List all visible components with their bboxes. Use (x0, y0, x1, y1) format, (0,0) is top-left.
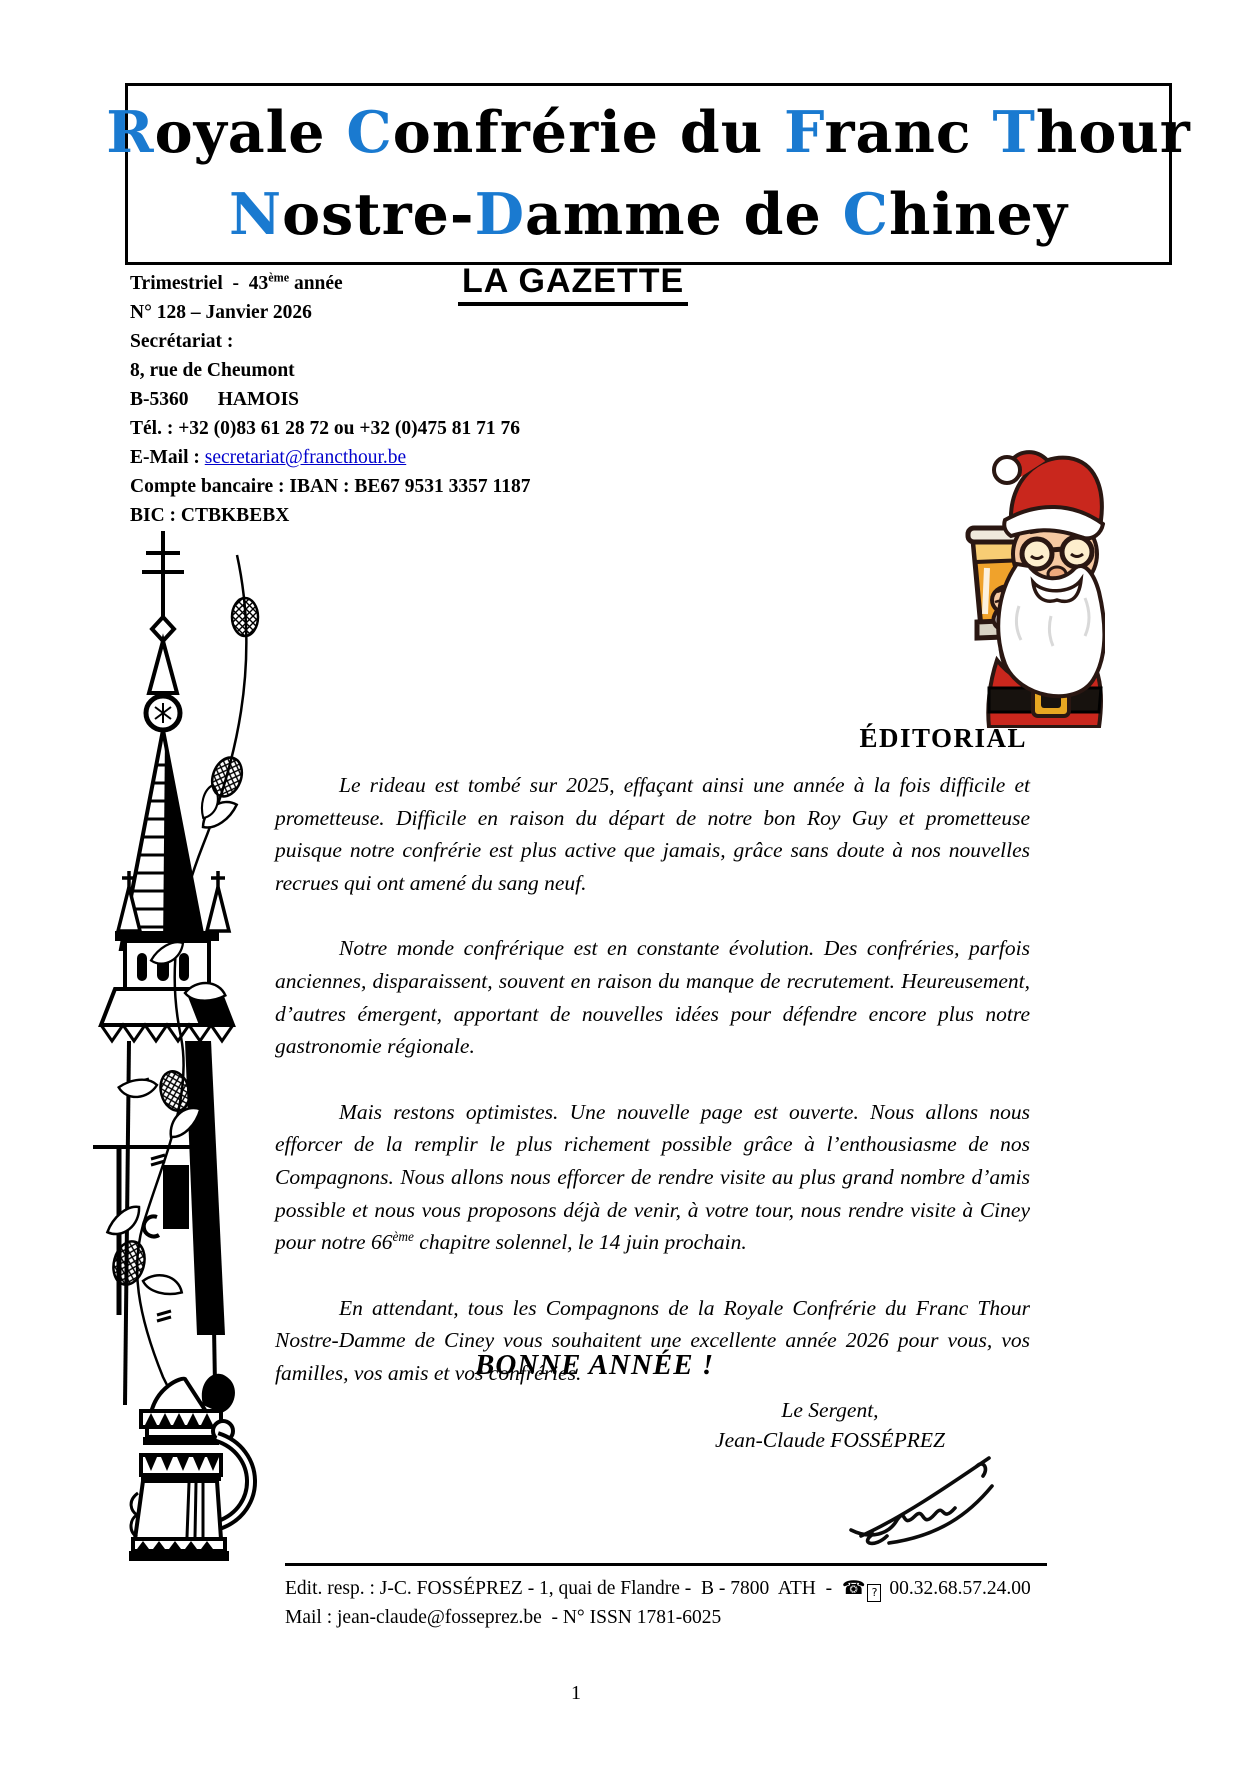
footer-line-1 (285, 1574, 1065, 1603)
secretariat-email-link[interactable]: secretariat@francthour.be (204, 447, 407, 468)
santa-with-beer-illustration (935, 436, 1105, 728)
footer-block (285, 1574, 1065, 1632)
issue-line: N° 128 – Janvier 2026 (130, 302, 312, 323)
greeting-text: BONNE ANNÉE ! (475, 1349, 715, 1381)
editorial-paragraph: Le rideau est tombé sur 2025, effaçant ainsi une année à la fois difficile et prometteuse. Difficile en raison du départ de notre bon Roy Guy et prometteuse puisque notre confrérie est plus active que jamais, grâce sans doute à nos nouvelles recrues qui ont amené du sang neuf. (275, 773, 1030, 895)
telephone-icon: ☎ (841, 1577, 866, 1599)
phone-line: Tél. : +32 (0)83 61 28 72 ou +32 (0)475 81 71 76 (130, 418, 520, 439)
editorial-paragraph: Notre monde confrérique est en constante évolution. Des confréries, parfois anciennes, disparaissent, souvent en raison du manque de recrutement. Heureusement, d’autres émergent, apportant de nouvelles idées pour défendre encore plus notre gastronomie régionale. (275, 936, 1030, 1059)
secretariat-label: Secrétariat : (130, 331, 234, 352)
gazette-title: LA GAZETTE (458, 262, 688, 306)
address-street: 8, rue de Cheumont (130, 360, 295, 381)
footer-line-2 (285, 1603, 1065, 1632)
beer-stein-icon (129, 1374, 251, 1561)
bic-line: BIC : CTBKBEBX (130, 505, 290, 526)
email-label: E-Mail : (130, 447, 205, 468)
mail-label: Mail : (285, 1607, 337, 1628)
footer-divider (285, 1563, 1047, 1566)
missing-glyph-icon: ? (867, 1584, 881, 1602)
editor-email: jean-claude@fosseprez.be (337, 1607, 542, 1628)
church-tower-and-stein-illustration (85, 525, 270, 1565)
masthead-box (106, 83, 1191, 265)
signoff-name: Jean-Claude FOSSÉPREZ (715, 1428, 945, 1452)
issn-number: - N° ISSN 1781-6025 (541, 1607, 722, 1628)
editorial-heading: ÉDITORIAL (859, 723, 1027, 753)
info-block (130, 269, 630, 530)
masthead-line-1: Royale Confrérie du Franc Thour (106, 99, 1191, 166)
editorial-paragraph: Mais restons optimistes. Une nouvelle page est ouverte. Nous allons nous efforcer de la remplir le plus richement possible grâce à l’enthousiasme de nos Compagnons. Nous allons nous efforcer de rendre visite au plus grand nombre d’amis possible et nous vous proposons déjà de venir, à votre tour, nous rendre visite à Ciney pour notre 66ème chapitre solennel, le 14 juin prochain. (275, 1099, 1030, 1255)
signoff-role: Le Sergent, (781, 1398, 879, 1422)
editorial-paragraph: En attendant, tous les Compagnons de la Royale Confrérie du Franc Thour Nostre-Damme de Ciney vous souhaitent une excellente année 2026 pour vous, vos familles, vos amis et vos confréries. (275, 1295, 1030, 1385)
address-city: B-5360 HAMOIS (130, 389, 300, 410)
editor-phone-number: 00.32.68.57.24.00 (884, 1578, 1031, 1599)
signature-image (843, 1446, 998, 1548)
page-number: 1 (571, 1682, 581, 1704)
editorial-body (275, 769, 1030, 1423)
editor-info: Edit. resp. : J-C. FOSSÉPREZ - 1, quai de Flandre - B - 7800 ATH - (285, 1578, 842, 1599)
masthead-line-2: Nostre-Damme de Chiney (229, 181, 1068, 248)
bank-line: Compte bancaire : IBAN : BE67 9531 3357 1187 (130, 476, 531, 497)
periodicity-line: Trimestriel - 43ème année (130, 270, 343, 294)
email-line (130, 443, 630, 472)
